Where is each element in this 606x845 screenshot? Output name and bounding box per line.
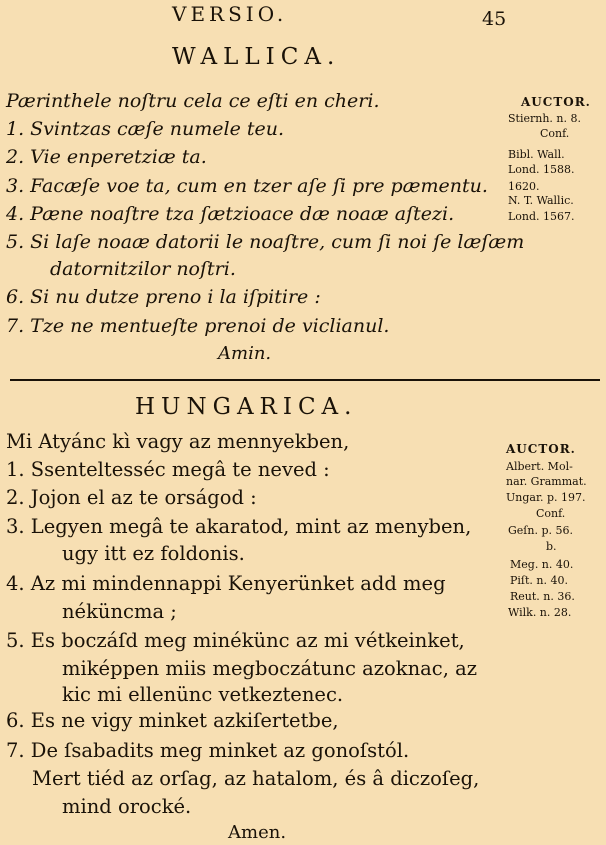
hungarica-line: 2. Jojon el az te orságod :	[6, 486, 257, 509]
wallica-line: datornitzilor noſtri.	[50, 258, 236, 280]
wallica-note-line: Stiernh. n. 8.	[508, 112, 581, 125]
wallica-line: Pærinthele noſtru cela ce eſti en cheri.	[6, 90, 380, 112]
hungarica-note-line: Conf.	[536, 507, 566, 520]
hungarica-note-line: b.	[546, 540, 557, 553]
hungarica-note-line: Wilk. n. 28.	[508, 606, 572, 619]
hungarica-note-line: Albert. Mol-	[506, 460, 573, 473]
section-title-hungarica: HUNGARICA.	[135, 394, 358, 420]
hungarica-note-line: Piſt. n. 40.	[510, 574, 568, 587]
wallica-note-line: N. T. Wallic.	[508, 194, 574, 207]
hungarica-note-line: Meg. n. 40.	[510, 558, 574, 571]
hungarica-line: 1. Ssenteltesséc megâ te neved :	[6, 458, 330, 481]
hungarica-note-line: Geſn. p. 56.	[508, 524, 573, 537]
wallica-line: 1. Svintzas cæſe numele teu.	[6, 118, 285, 140]
hungarica-note-line: Ungar. p. 197.	[506, 491, 586, 504]
hungarica-line: 6. Es ne vigy minket azkiſertetbe,	[6, 709, 339, 732]
wallica-line: 6. Si nu dutze preno i la iſpitire :	[6, 286, 321, 308]
wallica-amen: Amin.	[218, 343, 272, 364]
wallica-note-line: Bibl. Wall.	[508, 148, 565, 161]
page-number: 45	[482, 8, 507, 30]
wallica-note-line: Lond. 1588.	[508, 163, 575, 176]
hungarica-line: mind orocké.	[62, 795, 192, 818]
wallica-line: 2. Vie enperetziæ ta.	[6, 146, 207, 168]
hungarica-line: Mert tiéd az orſag, az hatalom, és â diczoſeg,	[32, 767, 480, 790]
wallica-note-line: Conf.	[540, 127, 570, 140]
hungarica-note-line: nar. Grammat.	[506, 475, 587, 488]
hungarica-line: ugy itt ez foldonis.	[62, 542, 245, 565]
wallica-note-line: Lond. 1567.	[508, 210, 575, 223]
hungarica-line: miképpen miis megboczátunc azoknac, az	[62, 657, 478, 680]
hungarica-line: 4. Az mi mindennappi Kenyerünket add meg	[6, 572, 446, 595]
wallica-line: 3. Facæſe voe ta, cum en tzer aſe ſi pre pæmentu.	[6, 175, 488, 197]
wallica-note-heading: AUCTOR.	[521, 95, 591, 109]
hungarica-amen: Amen.	[228, 822, 287, 843]
wallica-note-line: 1620.	[508, 180, 540, 193]
hungarica-note-line: Reut. n. 36.	[510, 590, 575, 603]
hungarica-line: kic mi ellenünc vetkeztenec.	[62, 683, 344, 706]
hungarica-line: 7. De ſsabadits meg minket az gonoſstól.	[6, 739, 410, 762]
wallica-line: 5. Si laſe noaæ datorii le noaſtre, cum ſi noi ſe læſæm	[6, 231, 525, 253]
hungarica-line: 5. Es boczáſd meg minékünc az mi vétkeinket,	[6, 629, 465, 652]
hungarica-note-heading: AUCTOR.	[506, 442, 576, 456]
section-divider	[10, 379, 600, 381]
hungarica-line: 3. Legyen megâ te akaratod, mint az menyben,	[6, 515, 472, 538]
wallica-line: 4. Pæne noaſtre tza ſætzioace dæ noaæ aſtezi.	[6, 203, 455, 225]
hungarica-line: Mi Atyánc kì vagy az mennyekben,	[6, 430, 350, 453]
running-head: VERSIO.	[172, 2, 288, 26]
wallica-line: 7. Tze ne mentueſte prenoi de viclianul.	[6, 315, 390, 337]
section-title-wallica: WALLICA.	[172, 44, 341, 70]
hungarica-line: néküncma ;	[62, 600, 177, 623]
